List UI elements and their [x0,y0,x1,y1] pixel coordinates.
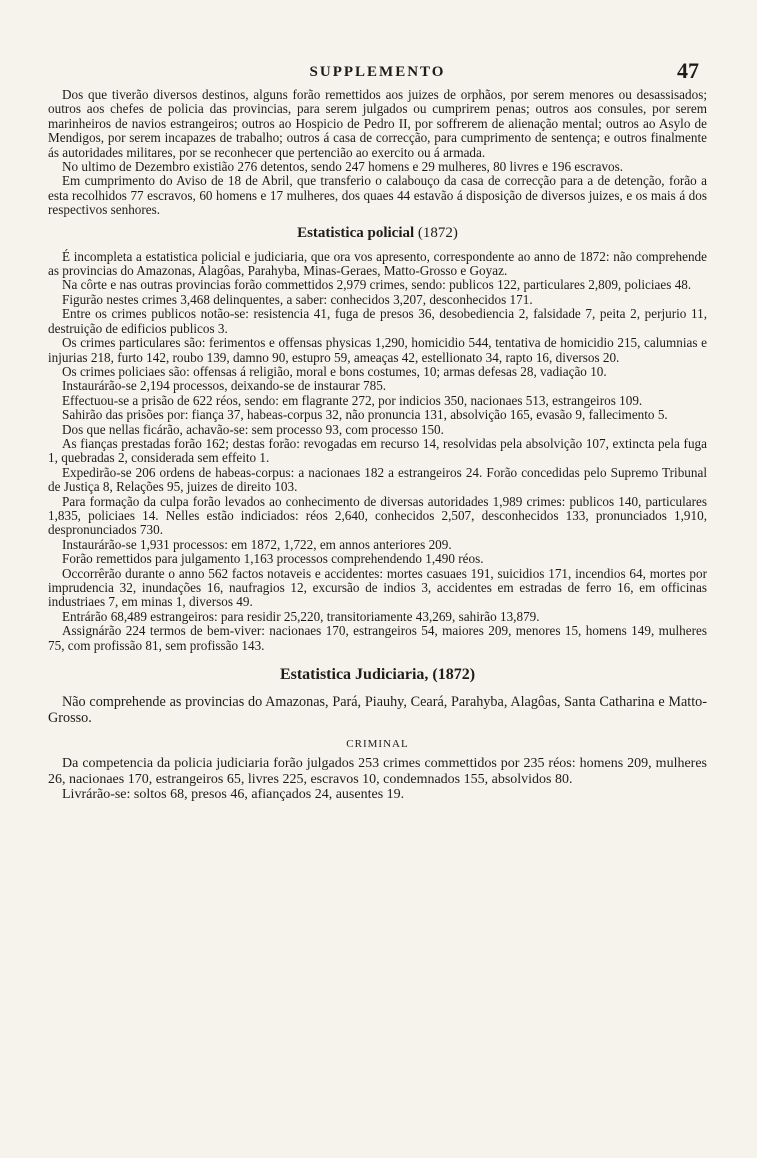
paragraph: Não comprehende as provincias do Amazonas, Pará, Piauhy, Ceará, Parahyba, Alagôas, Santa Catharina e Matto-Grosso. [48,694,707,727]
paragraph: Os crimes policiaes são: offensas á religião, moral e bons costumes, 10; armas defesas 28, vadiação 10. [62,363,607,379]
page-number: 47 [677,58,699,83]
section-heading-text: Estatistica policial [297,224,415,241]
paragraph: Expedirão-se 206 ordens de habeas-corpus: a nacionaes 182 a estrangeiros 24. Forão concedidas pelo Supremo Tribunal de Justiça 8, Relações 95, juizes de direito 103. [48,464,707,495]
paragraph: Entre os crimes publicos notão-se: resistencia 41, fuga de presos 36, desobediencia 2, falsidade 7, peita 2, perjurio 11, destruição de edificios publicos 3. [48,306,707,336]
paragraph: Os crimes particulares são: ferimentos e offensas physicas 1,290, homicidio 544, tentativa de homicidio 215, calumnias e injurias 218, furto 142, roubo 139, damno 90, estupro 59, ameaças 42, estellionato 34, rapto 16, diversos 20. [48,335,707,365]
paragraph: Figurão nestes crimes 3,468 delinquentes, a saber: conhecidos 3,207, desconhecidos 171. [62,291,533,307]
paragraph: Livrárão-se: soltos 68, presos 46, afiançados 24, ausentes 19. [62,787,405,803]
paragraph: Entrárão 68,489 estrangeiros: para residir 25,220, transitoriamente 43,269, sahirão 13,879. [62,608,540,624]
paragraph: Forão remettidos para julgamento 1,163 processos comprehendendo 1,490 réos. [62,551,484,567]
paragraph: As fianças prestadas forão 162; destas forão: revogadas em recurso 14, resolvidas pela absolvição 107, extincta pela fuga 1, quebradas 2, considerada sem effeito 1. [48,435,707,466]
subsection-heading-criminal: CRIMINAL [346,738,409,751]
paragraph: Instaurárão-se 1,931 processos: em 1872, 1,722, em annos anteriores 209. [62,536,452,552]
running-head [48,58,707,88]
paragraph: Effectuou-se a prisão de 622 réos, sendo: em flagrante 272, por indicios 350, nacionaes 513, estrangeiros 109. [62,392,643,408]
paragraph: Na côrte e nas outras provincias forão commettidos 2,979 crimes, sendo: publicos 122, particulares 2,809, policiaes 48. [62,277,692,293]
paragraph: Assignárão 224 termos de bem-viver: nacionaes 170, estrangeiros 54, maiores 209, menores 15, homens 149, mulheres 75, com profissão 81, sem profissão 143. [48,623,707,653]
paragraph: Em cumprimento do Aviso de 18 de Abril, que transferio o calabouço da casa de correcção para a de detenção, forão a esta recolhidos 77 escravos, 60 homens e 17 mulheres, dos quaes 44 estavão á disposição de diversos juizes, e os mais á dos respectivos senhores. [48,173,707,218]
paragraph: Sahirão das prisões por: fiança 37, habeas-corpus 32, não pronuncia 131, absolvição 165, evasão 9, fallecimento 5. [62,407,668,423]
paragraph: Para formação da culpa forão levados ao conhecimento de diversas autoridades 1,989 crimes: publicos 140, particulares 1,835, policiaes 14. Nelles estão indiciados: réos 2,640, conhecidos 2,507, desconhecidos 133, pronunciados 1,910, despronunciados 730. [48,493,707,538]
paragraph: No ultimo de Dezembro existião 276 detentos, sendo 247 homens e 29 mulheres, 80 livres e 196 escravos. [62,159,624,175]
section-heading-policial [48,225,707,242]
running-title: SUPPLEMENTO [309,64,446,80]
paragraph: Da competencia da policia judiciaria forão julgados 253 crimes commettidos por 235 réos: homens 209, mulheres 26, nacionaes 170, estrangeiros 65, livres 225, escravos 10, condemnados 155, absolvidos 80. [48,756,707,787]
section-heading-year: (1872) [417,224,458,241]
section-heading-judiciaria: Estatistica Judiciaria, (1872) [279,666,476,684]
paragraph: Dos que tiverão diversos destinos, alguns forão remettidos aos juizes de orphãos, por serem menores ou desassisados; outros aos chefes de policia das provincias, para serem julgados ou cumprirem penas; outros aos consules, por serem marinheiros de navios estrangeiros; outros ao Hospicio de Pedro II, por soffrerem de alienação mental; outros ao Asylo de Mendigos, por serem incapazes de trabalho; outros á casa de correcção, para cumprimento de sentença; e outros finalmente ás autoridades militares, por se reconhecer que pertencião ao exercito ou á armada. [48,87,707,160]
paragraph: Dos que nellas ficárão, achavão-se: sem processo 93, com processo 150. [62,421,444,437]
paragraph: Occorrêrão durante o anno 562 factos notaveis e accidentes: mortes casuaes 191, suicidios 171, incendios 64, mortes por imprudencia 32, inundações 16, naufragios 12, excursão de indios 3, accidentes em estradas de ferro 16, em officinas industriaes 7, em minas 1, diversos 49. [48,565,707,610]
paragraph: Instaurárão-se 2,194 processos, deixando-se de instaurar 785. [62,378,387,394]
paragraph: É incompleta a estatistica policial e judiciaria, que ora vos apresento, correspondente ao anno de 1872: não comprehende as provincias do Amazonas, Alagôas, Parahyba, Minas-Geraes, Matto-Grosso e Goyaz. [48,248,707,279]
criminal-section [48,756,707,803]
